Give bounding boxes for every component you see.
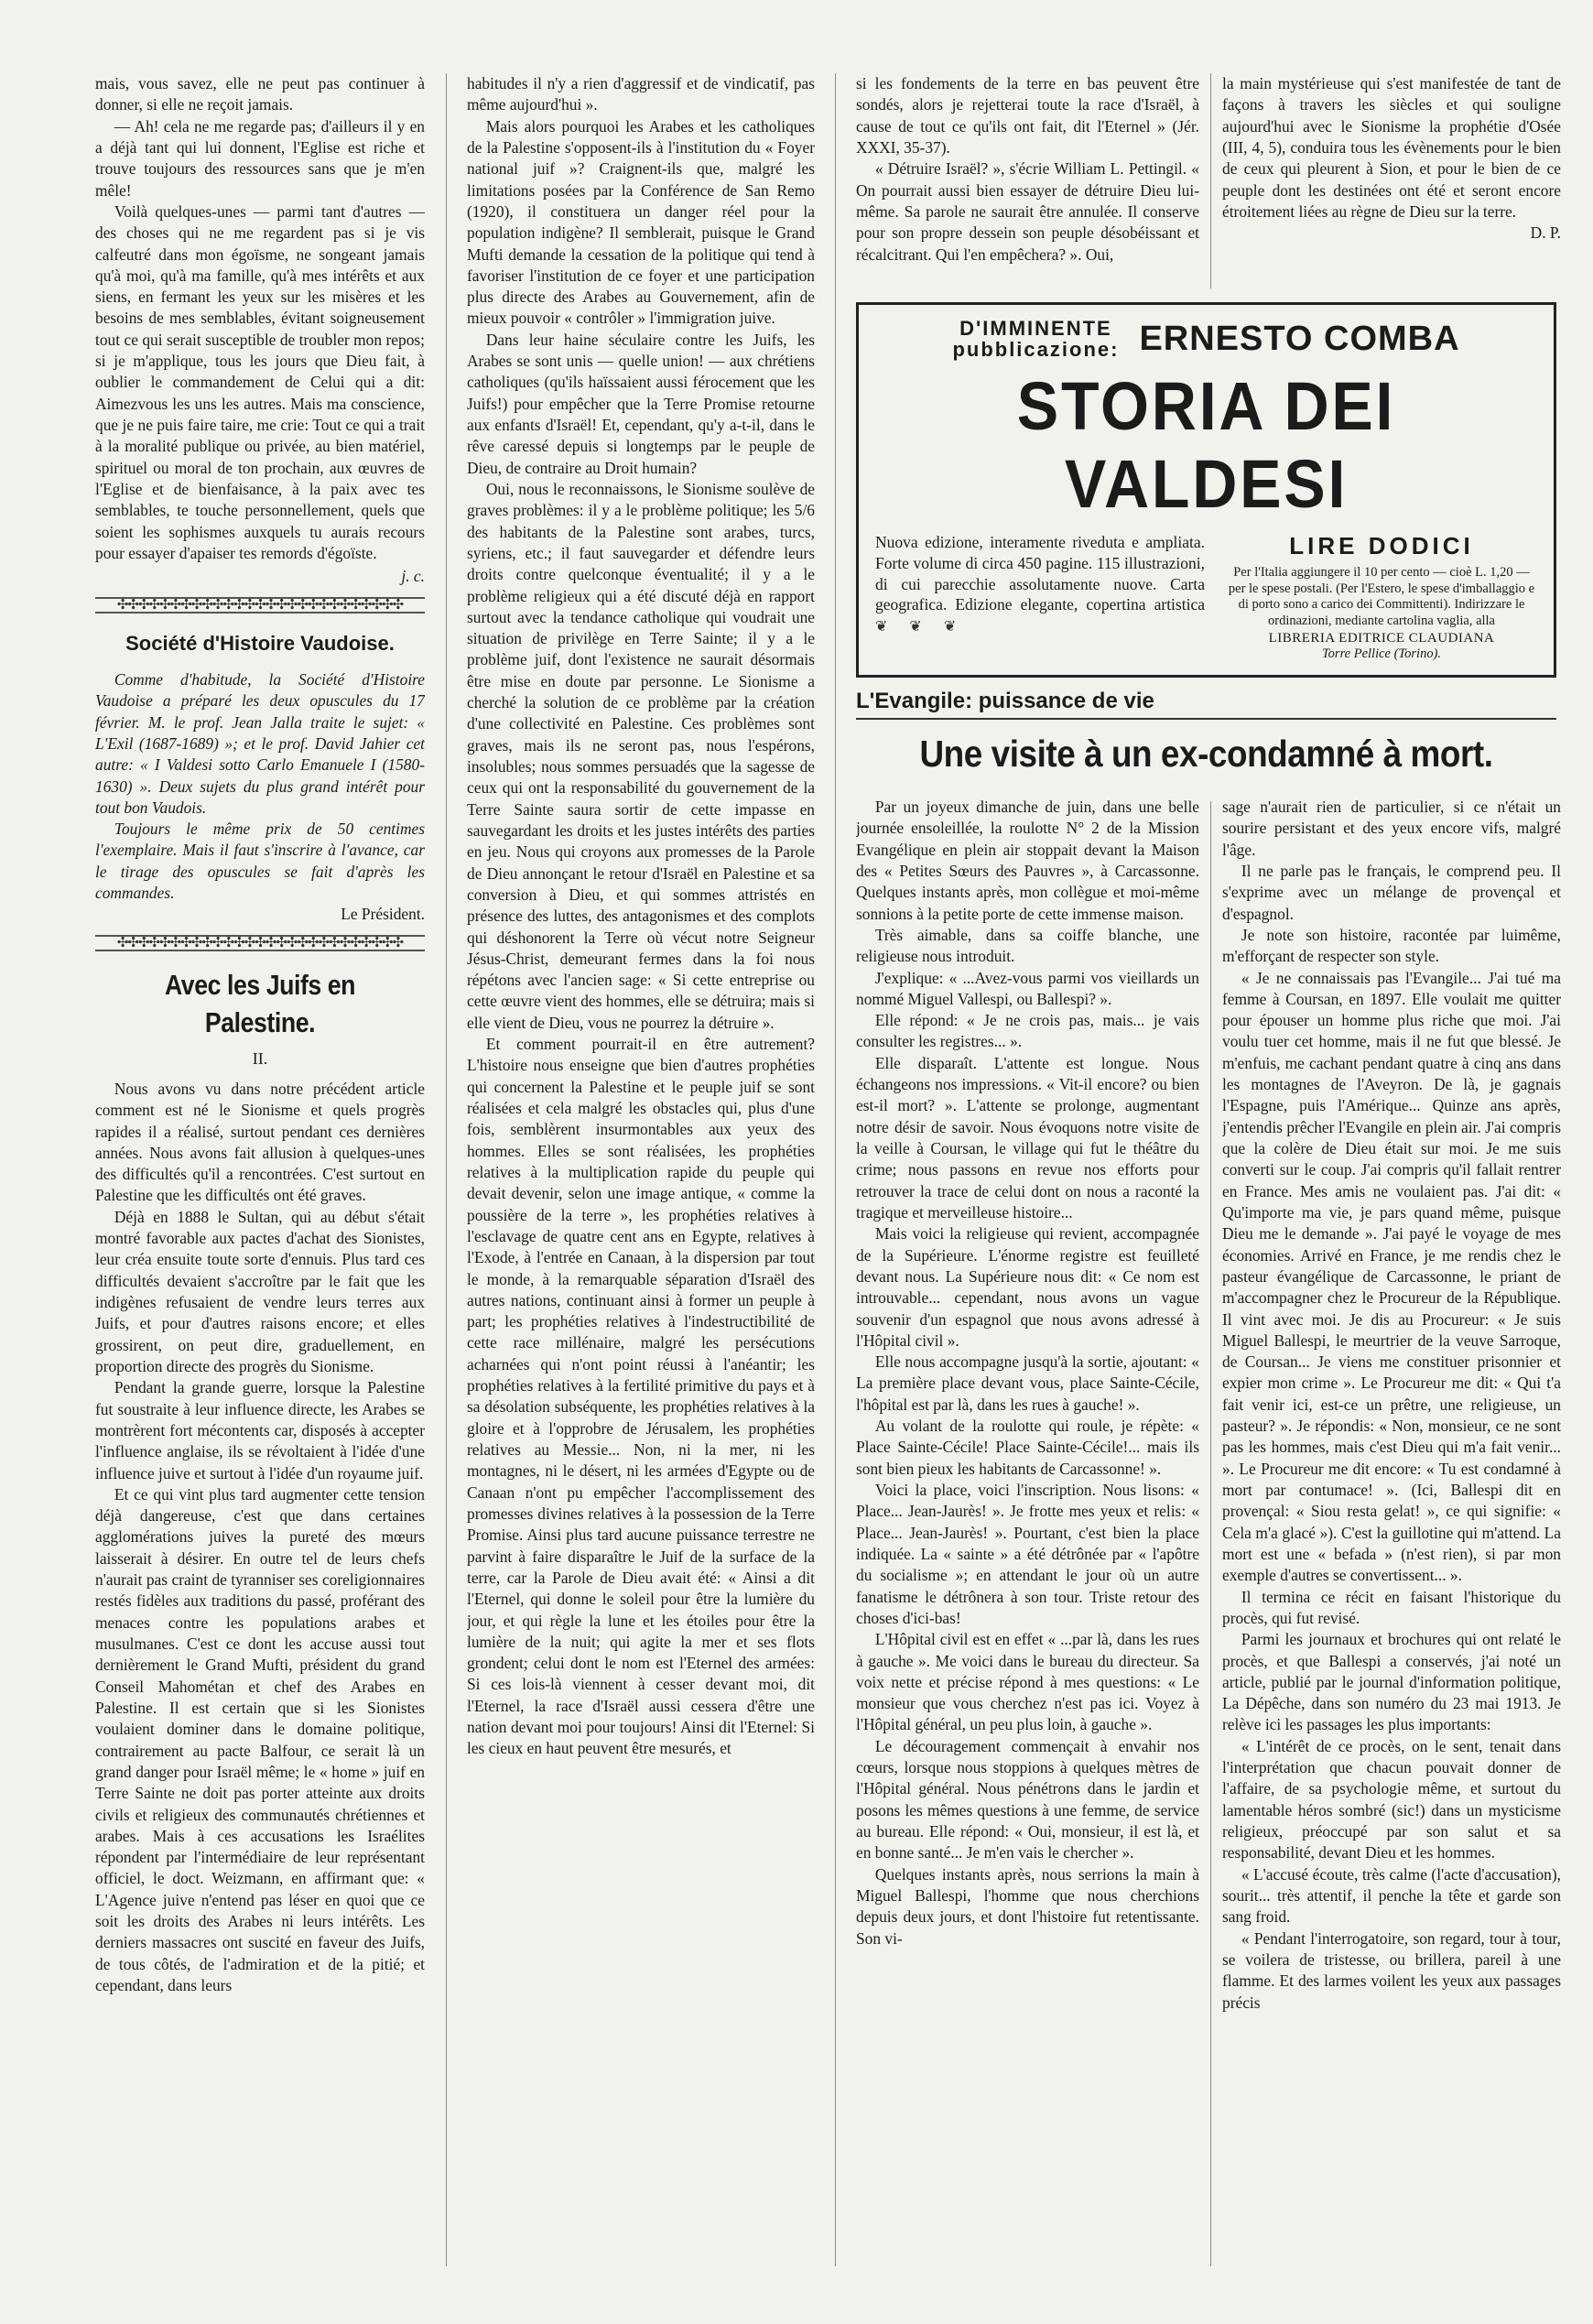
paragraph: « L'intérêt de ce procès, on le sent, tenait dans l'interprétation que chacun pouvait donner de l'affaire, de sa psychologie même, et surtout du lamentable héros sombré (sic!) dans un mysticisme religieux, préoccupé par son salut et sa responsabilité, devant Dieu et les hommes. (1222, 1736, 1561, 1862)
paragraph: Parmi les journaux et brochures qui ont relaté le procès, et que Ballespi a conservés, j'ai noté un article, publié par le journal d'information politique, La Dépêche, dans son numéro du 23 mai 1913. Je relève ici les passages les plus importants: (1222, 1630, 1561, 1734)
column-3-bottom (856, 797, 1199, 2266)
advert-description-text: Nuova edizione, interamente riveduta e ampliata. Forte volume di circa 450 pagine. 115 illustrazioni, di cui parecchie assolutamente nuove. Carta geografica. Edizione elegante, copertina artistica (875, 533, 1205, 614)
paragraph: — Ah! cela ne me regarde pas; d'ailleurs il y en a déjà tant qui lui donnent, l'Eglise est riche et trouve toujours des ressources sans que je m'en mêle! (95, 116, 425, 200)
column-3-top (856, 73, 1199, 270)
column-rule (835, 73, 836, 2266)
advert-publisher: LIBRERIA EDITRICE CLAUDIANA (1268, 630, 1495, 646)
paragraph: mais, vous savez, elle ne peut pas continuer à donner, si elle ne reçoit jamais. (95, 74, 425, 114)
leaf-ornament-icon: ❦ ❦ ❦ (875, 619, 966, 635)
paragraph: Dans leur haine séculaire contre les Juifs, les Arabes se sont unis — quelle union! — aux chrétiens catholiques (qu'ils haïssaient aussi férocement que les Juifs!) pour empêcher que la Terre Promise retourne aux enfants d'Israël! Et, cependant, qu'y a-t-il, dans le rêve caressé depuis si longtemps par le peuple de Dieu, de contraire au Droit humain? (467, 330, 815, 477)
paragraph: Par un joyeux dimanche de juin, dans une belle journée ensoleillée, la roulotte N° 2 de la Mission Evangélique en plein air stoppait devant la Maison des « Petites Sœurs des Pauvres », à Carcassonne. Quelques instants après, mon collègue et moi-même sonnions à la petite porte de cette immense maison. (856, 798, 1199, 923)
ornamental-divider: ✣✣✣✣✣✣✣✣✣✣✣✣✣✣✣✣✣✣✣✣✣✣✣✣✣✣✣ (95, 597, 425, 614)
paragraph: Et comment pourrait-il en être autrement? L'histoire nous enseigne que bien d'autres prophéties qui concernent la Palestine et le peuple juif se sont réalisées et cela malgré les obstacles qui, plus d'une fois, semblèrent insurmontables aux yeux des hommes. Elles se sont réalisées, les prophéties relatives à la multiplication rapide du peuple qui devait devenir, selon une image antique, « comme la poussière de la terre », les prophéties relatives à l'esclavage de quatre cent ans en Egypte, relatives à l'Exode, à l'entrée en Canaan, à la dispersion par tout le monde, à la remarquable séparation d'Israël des autres nations, continuant ainsi à former un peuple à part; les prophéties relatives à l'indestructibilité de cette race millénaire, malgré les persécutions acharnées qui n'ont point réussi à l'anéantir; les prophéties relatives à la fertilité primitive du pays et à sa désolation subséquente, les prophéties relatives à la gloire et à l'opprobre de Jérusalem, les prophéties relatives au Messie... Non, ni la mer, ni les montagnes, ni le désert, ni les armées d'Egypte ou de Canaan n'ont pu empêcher l'accomplissement des promesses divines relatives à la possession de la Terre Promise. Ainsi plus tard aucune puissance terrestre ne parvint à faire disparaître le Juif de la surface de la terre, car la Parole de Dieu avait été: « Ainsi a dit l'Eternel, qui donne le soleil pour être la lumière du jour, et qui règle la lune et les étoiles pour être la lumière de la nuit; qui agite la mer et ses flots grondent; celui dont le nom est l'Eternel des armées: Si ces lois-là viennent à cesser devant moi, dit l'Eternel, la race d'Israël aussi cessera d'être une nation devant moi pour toujours! Ainsi dit l'Eternel: Si les cieux en haut peuvent être mesurés, et (467, 1035, 815, 1758)
section-header: L'Evangile: puissance de vie (856, 689, 1556, 720)
column-rule (1210, 801, 1211, 2266)
paragraph: Voilà quelques-unes — parmi tant d'autres — des choses qui ne me regardent pas si je vis calfeutré dans mon égoïsme, ne songeant jamais qu'à moi, qu'à ma famille, qu'à mes intérêts et aux siens, en fermant les yeux sur les misères et les besoins de mes semblables, évitant soigneusement tout ce qui serait susceptible de troubler mon repos; si je m'applique, tous les jours que Dieu fait, à oublier le commandement de Celui qui a dit: Aimezvous les uns les autres. Mais ma conscience, que je ne puis faire taire, me crie: Tout ce qui a trait à la moralité publique ou privée, au bien matériel, spirituel ou moral de ton prochain, aux œuvres de l'Eglise et de bienfaisance, à la paix avec tes semblables, te touche personnellement, quels que soient les sophismes auxquels tu aurais recours pour essayer d'apaiser tes remords d'égoïste. (95, 201, 425, 562)
paragraph: Pendant la grande guerre, lorsque la Palestine fut soustraite à leur influence directe, les Arabes se montrèrent fort mécontents car, disposés à accepter l'influence anglaise, ils se révoltaient à l'idée d'une influence juive et surtout à l'idée d'un royaume juif. (95, 1378, 425, 1482)
paragraph: Elle nous accompagne jusqu'à la sortie, ajoutant: « La première place devant vous, place Sainte-Cécile, l'hôpital est par là, dans les rues à gauche! ». (856, 1352, 1199, 1414)
paragraph: Et ce qui vint plus tard augmenter cette tension déjà dangereuse, c'est que dans certaines agglomérations juives la pureté des mœurs laisserait à désirer. En outre tel de leurs chefs n'aurait pas craint de tyranniser ses coreligionnaires restés fidèles aux traditions du passé, proférant des menaces contre les populations arabes et musulmanes. C'est ce dont les accuse aussi tout dernièrement le Grand Mufti, président du grand Conseil Mahométan et chef des Arabes en Palestine. Il est certain que si les Sionistes voulaient dominer dans le domaine politique, contrairement au pacte Balfour, ce serait là un grand danger pour Israël même; le « home » juif en Terre Sainte ne doit pas porter atteinte aux droits civils et religieux des communautés chrétiennes et arabes. Mais à ces accusations les Israélites répondent par l'intermédiaire de leur représentant officiel, le doct. Weizmann, en affirmant que: « L'Agence juive n'entend pas léser en quoi que ce soit les droits des Arabes ni leurs intérêts. Les derniers massacres ont suscité en faveur des Juifs, de tous côtés, de l'admiration et de la pitié; et cependant, dans leurs (95, 1484, 425, 1995)
ornamental-divider: ✣✣✣✣✣✣✣✣✣✣✣✣✣✣✣✣✣✣✣✣✣✣✣✣✣✣✣ (95, 935, 425, 951)
advert-author: ERNESTO COMBA (1139, 319, 1460, 358)
paragraph: Elle répond: « Je ne crois pas, mais... je vais consulter les registres... ». (856, 1011, 1199, 1051)
column-4-top (1222, 73, 1561, 284)
paragraph: Comme d'habitude, la Société d'Histoire Vaudoise a préparé les deux opuscules du 17 février. M. le prof. Jean Jalla traite le sujet: « L'Exil (1687-1689) »; et le prof. David Jahier cet autre: « I Valdesi sotto Carlo Emanuele I (1580-1630) ». Deux sujets du plus grand intérêt pour tout bon Vaudois. (95, 669, 425, 817)
column-rule (1210, 73, 1211, 288)
paragraph: Mais voici la religieuse qui revient, accompagnée de la Supérieure. L'énorme registre est feuilleté devant nous. La Supérieure nous dit: « Ce nom est introuvable... cependant, nous avons un vague souvenir d'un espagnol que nous avons adressé à l'Hôpital civil ». (856, 1224, 1199, 1350)
column-4-bottom (1222, 797, 1561, 2266)
advert-description (875, 532, 1205, 662)
paragraph: Il ne parle pas le français, le comprend peu. Il s'exprime avec un mélange de provençal et d'espagnol. (1222, 861, 1561, 923)
society-title: Société d'Histoire Vaudoise. (125, 631, 395, 655)
paragraph: Il termina ce récit en faisant l'historique du procès, qui fut revisé. (1222, 1587, 1561, 1627)
paragraph: Nous avons vu dans notre précédent article comment est né le Sionisme et quels progrès rapides il a réalisé, surtout pendant ces dernières années. Nous avons fait allusion à quelques-unes des difficultés qu'il a rencontrées. C'est surtout en Palestine que les difficultés ont été graves. (95, 1079, 425, 1205)
column-2 (467, 73, 815, 2266)
advert-price-block (1226, 532, 1537, 662)
paragraph: « Pendant l'interrogatoire, son regard, tour à tour, se voilera de tristesse, ou brillera, pareil à une flamme. Et des larmes voilent les yeux aux passages précis (1222, 1928, 1561, 2012)
paragraph: la main mystérieuse qui s'est manifestée de tant de façons à travers les siècles et qui souligne aujourd'hui avec le Sionisme la prophétie d'Osée (III, 4, 5), conduira tous les évènements pour le bien de ceux qui pleurent à Sion, et pour le bien de ce peuple dont les destinées ont été et seront encore étroitement liées au règne de Dieu sur la terre. (1222, 74, 1561, 221)
advert-header (875, 318, 1537, 360)
paragraph: Oui, nous le reconnaissons, le Sionisme soulève de graves problèmes: il y a le problème politique; les 5/6 des habitants de la Palestine sont arabes, turcs, syriens, etc.; il faut sauvegarder et défendre leurs droits contre quelconque éventualité; il y a le problème religieux qui a été discuté déjà en rapport surtout avec la tendance catholique qui voudrait une situation de privilège en Terre Sainte; il y a le problème juif, dont l'existence ne saurait désormais être mise en doute par personne. Le Sionisme a cherché la solution de ce problème par la création d'une collectivité en Palestine. Ces problèmes sont graves, mais ils ne seront pas, nous l'espérons, insolubles; nous sommes persuadés que la sagesse de ceux qui ont la responsabilité du gouvernement de la Terre Sainte saura sortir de cette impasse en sauvegardant les droits et les justes intérêts des parties en jeu. Nous qui croyons aux promesses de la Parole de Dieu annonçant le retour d'Israël en Palestine et sa conversion à Dieu, et qui sommes attristés en présence des luttes, des antagonismes et des complots qui déshonorent la Terre où vécut notre Seigneur Jésus-Christ, demeurant fermes dans la foi nous répétons avec l'ancien sage: « Si cette entreprise ou cette œuvre vient des hommes, elle se détruira; mais si elle vient de Dieu, vous ne pourrez la détruire ». (467, 479, 815, 1032)
paragraph: Au volant de la roulotte qui roule, je répète: « Place Sainte-Cécile! Place Sainte-Cécile!... mais ils sont bien pieux les habitants de Carcassonne! ». (856, 1417, 1199, 1478)
book-advertisement (856, 302, 1556, 678)
paragraph: Voici la place, voici l'inscription. Nous lisons: « Place... Jean-Jaurès! ». Je frotte mes yeux et relis: « Place... Jean-Jaurès! ». Pourtant, c'est bien la place indiquée. La « sainte » a été détrônée par « l'apôtre du socialisme »; en attendant le jour où un autre fanatisme le détrônera à son tour. Triste retour des choses d'ici-bas! (856, 1481, 1199, 1627)
paragraph: L'Hôpital civil est en effet « ...par là, dans les rues à gauche ». Me voici dans le bureau du directeur. Sa voix nette et précise répond à mes questions: « Le monsieur que vous cherchez n'est pas ici. Voyez à l'Hôpital général, un peu plus loin, à gauche ». (856, 1630, 1199, 1734)
article-title: Avec les Juifs en Palestine. (164, 968, 356, 1039)
paragraph: si les fondements de la terre en bas peuvent être sondés, alors je rejetterai toute la race d'Israël, à cause de tout ce qu'ils ont fait, dit l'Eternel » (Jér. XXXI, 35-37). (856, 74, 1199, 157)
paragraph: Le découragement commençait à envahir nos cœurs, lorsque nous stoppions à quelques mètres de l'Hôpital général. Nous pénétrons dans le jardin et posons les mêmes questions à une femme, de service au bureau. Elle répond: « Oui, monsieur, il est là, et en bonne santé... Je m'en vais le chercher ». (856, 1736, 1199, 1862)
advert-price-note: Per l'Italia aggiungere il 10 per cento — cioè L. 1,20 — per le spese postali. (Per l'Estero, le spese d'imballaggio e di porto sono a carico dei Committenti). Indirizzare le ordinazioni, mediante cartolina vaglia, alla (1228, 564, 1535, 628)
signature: j. c. (401, 567, 425, 586)
advert-place: Torre Pellice (Torino). (1321, 646, 1442, 661)
paragraph: sage n'aurait rien de particulier, si ce n'était un sourire persistant et des yeux encore vifs, malgré l'âge. (1222, 798, 1561, 859)
paragraph: Quelques instants après, nous serrions la main à Miguel Ballespi, l'homme que nous cherchions depuis deux jours, et dont l'histoire fut retentissante. Son vi- (856, 1864, 1199, 1948)
advert-announcement (952, 318, 1119, 360)
advert-price: LIRE DODICI (1289, 532, 1474, 560)
paragraph: Mais alors pourquoi les Arabes et les catholiques de la Palestine s'opposent-ils à l'institution du « Foyer national juif »? Craignent-ils que, malgré les limitations posées par la Conférence de San Remo (1920), il constituera un danger réel pour la population indigène? Il semblerait, puisque le Grand Mufti demande la cessation de la politique qui tend à favoriser l'institution de ce foyer et une participation plus directe des Arabes au Gouvernement, afin de mieux pouvoir « contrôler » l'immigration juive. (467, 116, 815, 328)
column-1 (95, 73, 425, 2266)
paragraph: J'explique: « ...Avez-vous parmi vos vieillards un nommé Miguel Vallespi, ou Ballespi? ». (856, 968, 1199, 1008)
paragraph: « Détruire Israël? », s'écrie William L. Pettingil. « On pourrait aussi bien essayer de détruire Dieu lui-même. Sa parole ne saurait être annulée. Il conserve pour son propre dessein son peuple désobéissant et récalcitrant. Qui l'en empêchera? ». Oui, (856, 159, 1199, 264)
advert-announcement-line: D'IMMINENTE (959, 317, 1112, 340)
advert-book-title: STORIA DEI VALDESI (1016, 368, 1396, 523)
advert-body (875, 532, 1537, 662)
paragraph: habitudes il n'y a rien d'aggressif et de vindicatif, pas même aujourd'hui ». (467, 74, 815, 114)
paragraph: Très aimable, dans sa coiffe blanche, une religieuse nous introduit. (856, 925, 1199, 966)
column-rule (446, 73, 447, 2266)
article-part-number: II. (252, 1048, 268, 1068)
paragraph: « Je ne connaissais pas l'Evangile... J'ai tué ma femme à Coursan, en 1897. Elle voulait me quitter pour épouser un homme plus riche que moi. J'ai voulu tuer cet homme, mais il ne fut que blessé. Je m'enfuis, me cachant pendant quatre à cinq ans dans les montagnes de l'Aveyron. De là, je gagnais l'Espagne, puis l'Amérique... Quinze ans après, j'entendis prêcher l'Evangile en plein air. J'ai compris que la colère de Dieu était sur moi. Je me suis converti sur le coup. J'ai compris qu'il fallait rentrer en France. Mes amis ne voulaient pas. J'ai dit: « Qu'importe ma vie, je pars quand même, puisque Dieu me le demande ». J'ai payé le voyage de mes économies. Arrivé en France, je me rendis chez le pasteur évangélique de Carcassonne, le priant de m'accompagner chez le Procureur de la République. Il vint avec moi. Je dis au Procureur: « Je suis Miguel Ballespi, le meurtrier de la veuve Sarroque, de Coursan... Je viens me constituer prisonnier et expier mon crime ». Le Procureur me dit: « Qui t'a fait venir ici, est-ce un prêtre, une religieuse, un pasteur? ». Je répondis: « Non, monsieur, ce ne sont pas les hommes, mais c'est Dieu qui m'a fait venir... ». Le Procureur me dit encore: « Tu est condamné à mort par contumace! ». (Ici, Ballespi dit en provençal: « Siou resta gelat! », ce qui signifie: « Cela m'a glacé »). C'est la guillotine qui m'attend. La mort est une « befada » (n'est rien), si par mon exemple d'autres se convertissent... ». (1222, 968, 1561, 1585)
advert-announcement-line: pubblicazione: (952, 338, 1120, 362)
article-title: Une visite à un ex-condamné à mort. (919, 733, 1493, 775)
signature: D. P. (1530, 223, 1561, 243)
paragraph: Elle disparaît. L'attente est longue. Nous échangeons nos impressions. « Vit-il encore? ou bien est-il mort? ». L'attente se prolonge, augmentant notre désir de savoir. Nous évoquons notre visite de la veille à Coursan, le village qui fut le théâtre du crime; nous passons en revue nos efforts pour retrouver la trace de celui dont on nous a raconté la tragique et merveilleuse histoire... (856, 1053, 1199, 1222)
paragraph: Je note son histoire, racontée par luimême, m'efforçant de respecter son style. (1222, 925, 1561, 966)
paragraph: « L'accusé écoute, très calme (l'acte d'accusation), sourit... très attentif, il penche la tête et garde son sang froid. (1222, 1864, 1561, 1927)
paragraph: Toujours le même prix de 50 centimes l'exemplaire. Mais il faut s'inscrire à l'avance, car le tirage des opuscules se fait d'après les commandes. (95, 820, 425, 903)
paragraph: Déjà en 1888 le Sultan, qui au début s'était montré favorable aux pactes d'achat des Sionistes, leur créa ensuite toute sorte d'ennuis. Plus tard ces difficultés devaient s'accroître par le fait que les indigènes refusaient de vendre leurs terres aux Juifs, et pour d'autres raisons encore; et elles grossirent, on peut dire, graduellement, en proportion directe des progrès du Sionisme. (95, 1207, 425, 1375)
signature: Le Président. (341, 905, 425, 924)
